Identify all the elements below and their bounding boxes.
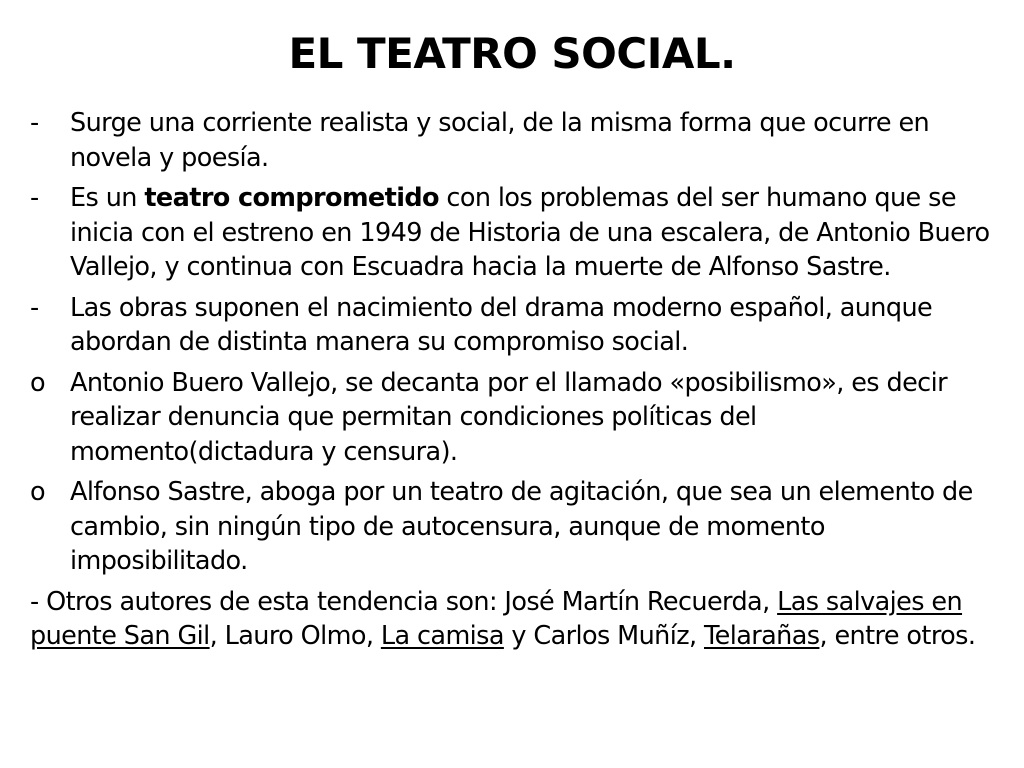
bullet-item [30,106,1000,175]
bullet-text-part: Es un [70,183,145,213]
bullet-text-part: con los problemas del ser humano que se inicia con el estreno en 1949 de Historia de una escalera, de Antonio Buero Vallejo, y continua con Escuadra hacia la muerte de Alfonso Sastre. [70,183,990,282]
work-title-underlined: Las salvajes en puente San Gil [30,586,963,651]
bullet-text [70,291,1000,360]
dash-bullet-icon: - [30,183,39,213]
work-title-underlined: La camisa [380,621,504,651]
bullet-text-part: Alfonso Sastre, aboga por un teatro de agitación, que sea un elemento de cambio, sin ningún tipo de autocensura, aunque de momento imposibilitado. [70,477,973,576]
circle-bullet-icon: o [30,477,46,507]
closing-text: - Otros autores de esta tendencia son: José Martín Recuerda, [30,586,778,617]
slide-body [30,106,1000,654]
closing-text: , Lauro Olmo, [209,621,381,651]
bullet-item [30,181,1000,285]
bullet-text-part: Las obras suponen el nacimiento del drama moderno español, aunque abordan de distinta manera su compromiso social. [70,292,933,357]
bullet-text [70,366,1000,470]
bullet-text [70,106,1000,175]
bullet-item [30,291,1000,360]
bullet-text-part: Antonio Buero Vallejo, se decanta por el llamado «posibilismo», es decir realizar denuncia que permitan condiciones políticas del momento(dictadura y censura). [70,367,947,467]
bullet-text [70,181,1000,285]
dash-bullet-icon: - [30,292,39,323]
dash-bullet-icon: - [30,108,39,138]
closing-paragraph [30,585,1000,654]
bullet-item [30,366,1000,470]
closing-text: y Carlos Muñíz, [503,621,704,651]
bullet-text [70,475,1000,579]
closing-text: , entre otros. [819,621,976,651]
bold-emphasis: teatro comprometido [144,183,439,213]
circle-bullet-icon: o [30,367,46,398]
bullet-text-part: Surge una corriente realista y social, de la misma forma que ocurre en novela y poesía. [70,108,930,173]
slide-title: EL TEATRO SOCIAL. [288,29,736,78]
work-title-underlined: Telarañas [704,621,820,651]
bullet-item [30,475,1000,579]
